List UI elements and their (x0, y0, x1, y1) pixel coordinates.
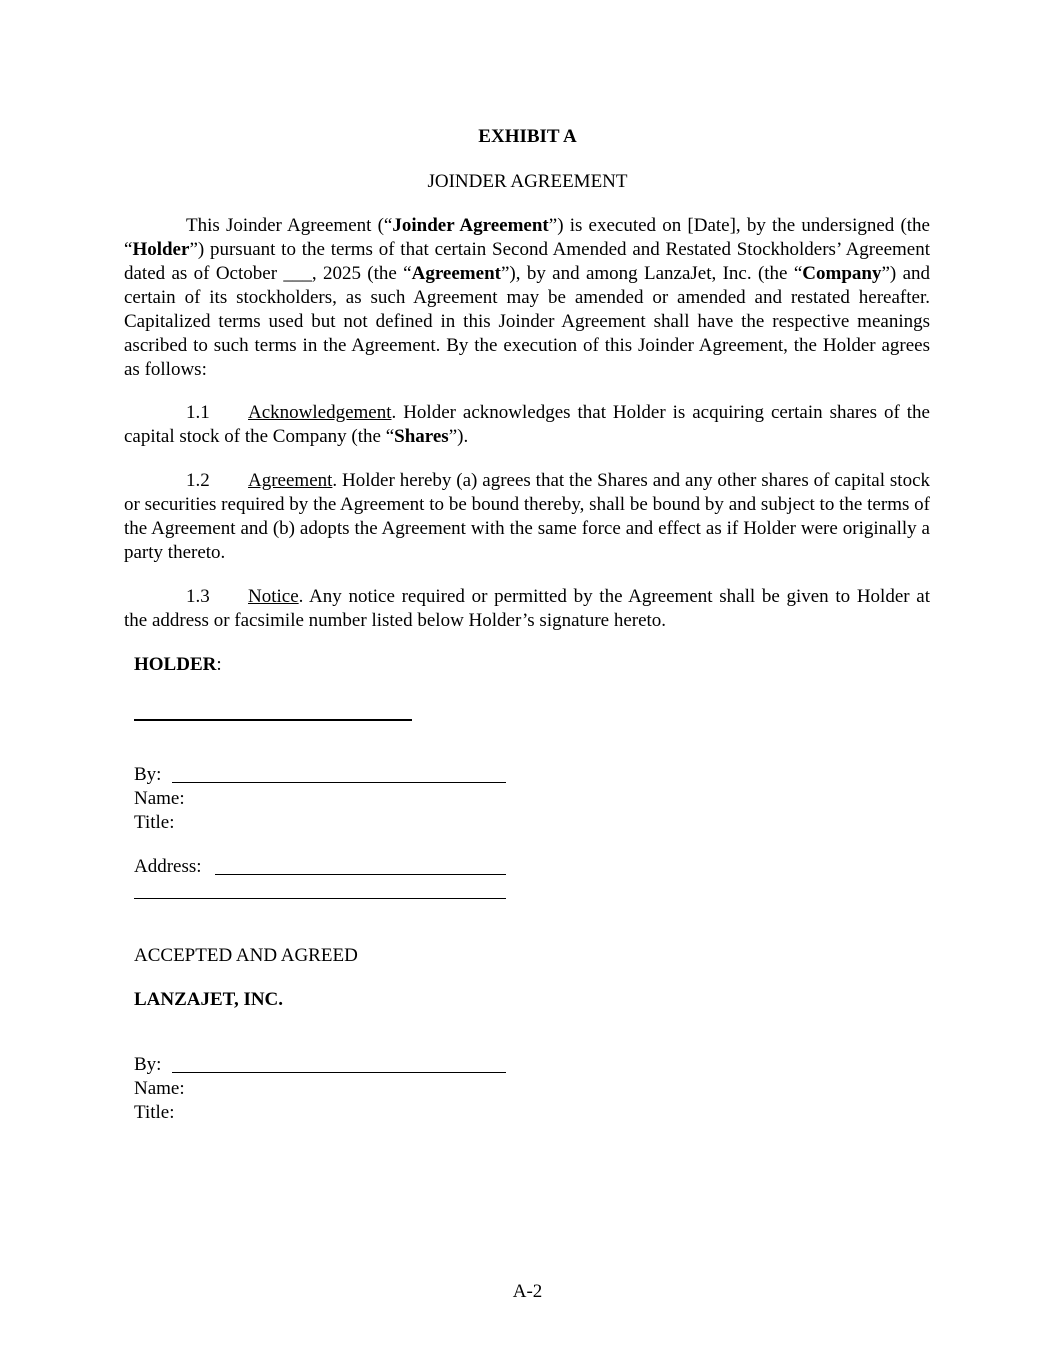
holder-address-line-2[interactable] (134, 898, 506, 899)
accepted-label: ACCEPTED AND AGREED (134, 945, 358, 966)
company-title-label: Title: (134, 1102, 175, 1123)
agreement-title: JOINDER AGREEMENT (427, 171, 628, 192)
holder-address-label: Address: (134, 856, 202, 877)
company-name: LANZAJET, INC. (134, 989, 284, 1010)
intro-paragraph: This Joinder Agreement (“Joinder Agreement”) is executed on [Date], by the undersigned (the “Holder”) pursuant to the terms of that certain Second Amended and Restated Stockholders’ Agreement dated as of October ___, 2025 (the “Agreement”), by and among LanzaJet, Inc. (the “Company”) and certain of its stockholders, as such Agreement may be amended or amended and restated hereafter. Capitalized terms used but not defined in this Joinder Agreement shall have the respective meanings ascribed to such terms in the Agreement. By the execution of this Joinder Agreement, the Holder agrees as follows: (124, 215, 931, 380)
section-heading: Notice (248, 586, 299, 607)
holder-name-label: Name: (134, 788, 185, 809)
exhibit-heading: EXHIBIT A (478, 126, 577, 147)
section-1-1: 1.1 Acknowledgement. Holder acknowledges that Holder is acquiring certain shares of the capital stock of the Company (the “Shares”). (124, 402, 930, 447)
section-1-3: 1.3 Notice. Any notice required or permitted by the Agreement shall be given to Holder at the address or facsimile number listed below Holder’s signature hereto. (124, 586, 930, 631)
holder-title-label: Title: (134, 812, 175, 833)
page-number: A-2 (512, 1281, 543, 1302)
company-signature-line[interactable] (172, 1072, 506, 1073)
company-name-label: Name: (134, 1078, 185, 1099)
section-heading: Agreement (248, 470, 333, 491)
holder-address-line-1[interactable] (215, 874, 506, 875)
holder-by-label: By: (134, 764, 162, 785)
section-number: 1.1 (186, 402, 210, 423)
section-1-2: 1.2 Agreement. Holder hereby (a) agrees that the Shares and any other shares of capital stock or securities required by the Agreement to be bound thereby, shall be bound by and subject to the terms of the Agreement and (b) adopts the Agreement with the same force and effect as if Holder were originally a party thereto. (124, 470, 930, 563)
company-by-label: By: (134, 1054, 162, 1075)
section-number: 1.3 (186, 586, 210, 607)
section-number: 1.2 (186, 470, 210, 491)
section-heading: Acknowledgement (248, 402, 392, 423)
holder-name-line[interactable] (134, 719, 412, 721)
holder-label: HOLDER: (134, 654, 222, 675)
holder-signature-line[interactable] (172, 782, 506, 783)
